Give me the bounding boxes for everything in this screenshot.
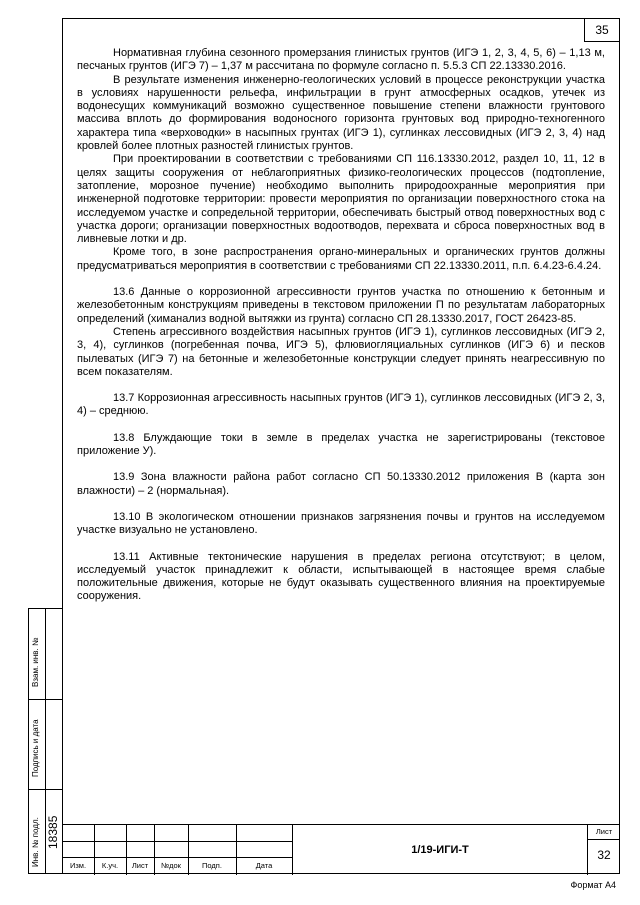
inv-podl-label: Инв. № подл. bbox=[31, 817, 40, 867]
col-ndok: №док bbox=[161, 861, 181, 870]
sheet-number: 32 bbox=[597, 848, 611, 862]
paragraph-13-6: 13.6 Данные о коррозионной агрессивности грунтов участка по отношению к бетонным и железобетонным конструкциям приведены в текстовом приложении П по результатам лабораторных определений (химанализ водной вытяжки из грунта) согласно СП 28.13330.2017, ГОСТ 26423-85. bbox=[77, 286, 605, 325]
title-block bbox=[62, 824, 620, 874]
paragraph: Нормативная глубина сезонного промерзания глинистых грунтов (ИГЭ 1, 2, 3, 4, 5, 6) – 1,13 м, песчаных грунтов (ИГЭ 7) – 1,37 м рассчитана по формуле согласно п. 5.5.3 СП 22.13330.2016. bbox=[77, 47, 605, 73]
page-corner-number: 35 bbox=[584, 19, 619, 42]
paragraph-13-10: 13.10 В экологическом отношении признаков загрязнения почвы и грунтов на исследуемом участке визуально не установлено. bbox=[77, 510, 605, 537]
podpis-data-label: Подпись и дата bbox=[31, 719, 40, 777]
vzam-inv-label: Взам. инв. № bbox=[31, 637, 40, 687]
document-body bbox=[77, 47, 605, 604]
sheet-box bbox=[588, 825, 620, 875]
sheet-label: Лист bbox=[588, 825, 620, 840]
paragraph: В результате изменения инженерно-геологических условий в процессе реконструкции участка в условиях нарушенности рельефа, инфильтрации в грунт атмосферных осадков, утечек из водонесущих коммуникаций возможно существенное повышение степени влажности грунтового массива вплоть до формирования водоносного горизонта грунтовых вод природно-техногенного характера типа «верховодки» в насыпных грунтах (ИГЭ 1), суглинках лессовидных (ИГЭ 2, 3, 4) над кровлей более плотных разностей глинистых грунтов. bbox=[77, 73, 605, 153]
paragraph-13-9: 13.9 Зона влажности района работ согласно СП 50.13330.2012 приложения В (карта зон влажности) – 2 (нормальная). bbox=[77, 471, 605, 497]
paragraph-13-8: 13.8 Блуждающие токи в земле в пределах участка не зарегистрированы (текстовое приложение У). bbox=[77, 431, 605, 458]
col-data: Дата bbox=[255, 861, 273, 870]
col-podp: Подп. bbox=[202, 861, 222, 870]
col-kuch: К.уч. bbox=[101, 861, 119, 870]
paragraph: Кроме того, в зоне распространения органо-минеральных и органических грунтов должны предусматриваться мероприятия в соответствии с требованиями СП 22.13330.2011, п.п. 6.4.23-6.4.24. bbox=[77, 246, 605, 272]
paragraph: Степень агрессивного воздействия насыпных грунтов (ИГЭ 1), суглинков лессовидных (ИГЭ 2, 3, 4), суглинков (погребенная почва, ИГЭ 5), флювиогляциальных суглинков (ИГЭ 6) и песков пылеватых (ИГЭ 7) на бетонные и железобетонные конструкции следует принять неагрессивную по всем показателям. bbox=[77, 325, 605, 378]
col-list: Лист bbox=[131, 861, 149, 870]
paragraph-13-7: 13.7 Коррозионная агрессивность насыпных грунтов (ИГЭ 1), суглинков лессовидных (ИГЭ 2, 3, 4) – среднюю. bbox=[77, 392, 605, 418]
col-izm: Изм. bbox=[69, 861, 87, 870]
inv-number: 18385 bbox=[46, 815, 60, 849]
format-label: Формат А4 bbox=[570, 880, 616, 890]
page-frame bbox=[62, 18, 620, 874]
paragraph: При проектировании в соответствии с требованиями СП 116.13330.2012, раздел 10, 11, 12 в целях защиты сооружения от неблагоприятных физико-геологических процессов (подтопление, затопление, морозное пучение) необходимо выполнить природоохранные мероприятия при инженерной подготовке территории: провести мероприятия по организации поверхностного стока на исследуемом участке и сопредельной территории, обеспечивать быстрый отвод поверхностных вод с участка дороги; организации поверхностных водоотводов, перехвата и сброса поверхностных вод в ливневые лотки и др. bbox=[77, 153, 605, 246]
side-stamp bbox=[28, 608, 62, 874]
paragraph-13-11: 13.11 Активные тектонические нарушения в пределах региона отсутствуют; в целом, исследуемый участок принадлежит к области, испытывающей в настоящее время слабые положительные движения, которые не будут оказывать существенного влияния на проектируемые сооружения. bbox=[77, 550, 605, 603]
document-code: 1/19-ИГИ-Т bbox=[292, 825, 588, 875]
